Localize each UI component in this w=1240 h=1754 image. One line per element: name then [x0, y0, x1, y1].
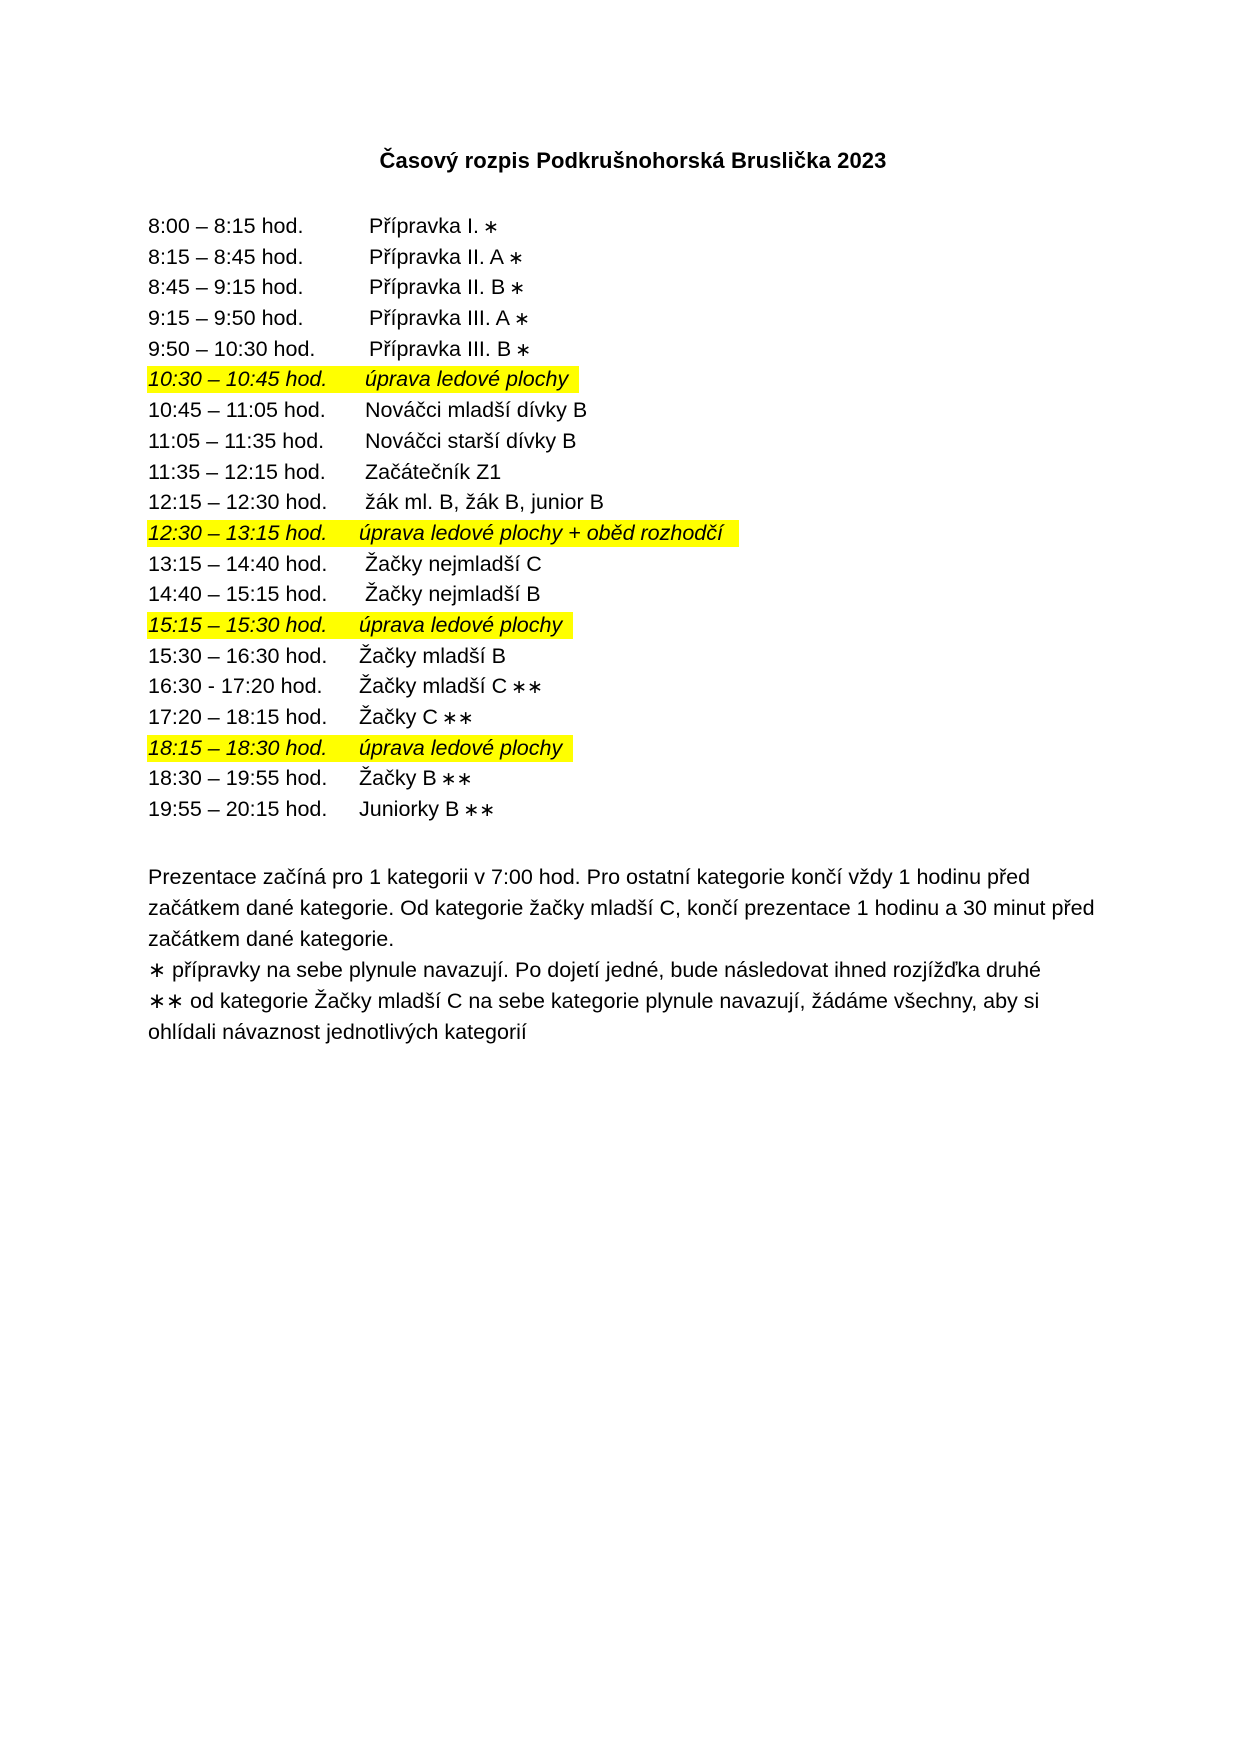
schedule-time: 18:15 – 18:30 hod.	[148, 735, 328, 760]
schedule-row	[148, 487, 1048, 518]
footnote-single-asterisk: ∗ přípravky na sebe plynule navazují. Po dojetí jedné, bude následovat ihned rozjížďka druhé	[148, 958, 1041, 982]
schedule-row	[148, 303, 1048, 334]
schedule-category	[359, 794, 495, 827]
schedule-row	[148, 272, 1048, 303]
schedule-category-label: Nováčci mladší dívky B	[365, 398, 588, 423]
schedule-category	[359, 733, 562, 764]
asterisk-mark: ∗	[515, 339, 532, 361]
schedule-row	[148, 426, 1048, 457]
schedule-time: 11:35 – 12:15 hod.	[148, 459, 326, 484]
schedule-category-label: Žačky nejmladší C	[365, 551, 542, 576]
schedule-time: 16:30 - 17:20 hod.	[148, 674, 323, 699]
schedule-category-label: Žačky C	[359, 705, 438, 729]
schedule-time: 10:30 – 10:45 hod.	[148, 367, 328, 392]
schedule-category-label: Přípravka III. B	[369, 336, 512, 361]
schedule-row	[148, 579, 1048, 610]
schedule-category	[369, 211, 499, 244]
schedule-category	[365, 579, 541, 610]
schedule-row-break	[148, 518, 1048, 549]
schedule-time: 12:30 – 13:15 hod.	[148, 520, 328, 545]
schedule-row	[148, 395, 1048, 426]
notes-section	[148, 862, 1108, 1048]
schedule-time: 12:15 – 12:30 hod.	[148, 490, 328, 515]
schedule-category	[365, 364, 568, 395]
schedule-row	[148, 702, 1048, 733]
schedule-row	[148, 794, 1048, 825]
schedule-time: 19:55 – 20:15 hod.	[148, 797, 328, 822]
schedule-category-label: Juniorky B	[359, 797, 460, 822]
schedule-category-label: Začátečník Z1	[365, 459, 502, 484]
schedule-category-label: žák ml. B, žák B, junior B	[365, 490, 604, 515]
asterisk-mark: ∗∗	[511, 677, 543, 699]
schedule-time: 11:05 – 11:35 hod.	[148, 428, 325, 453]
asterisk-mark: ∗∗	[441, 708, 474, 729]
page-title: Časový rozpis Podkrušnohorská Bruslička 2023	[379, 148, 887, 173]
schedule-category	[369, 242, 524, 275]
schedule-category	[359, 671, 543, 704]
schedule-category	[365, 395, 587, 426]
asterisk-mark: ∗∗	[440, 769, 473, 791]
schedule-category-label: Žačky mladší C	[359, 674, 508, 699]
schedule-time: 9:15 – 9:50 hod.	[148, 306, 304, 331]
schedule-category	[359, 518, 723, 549]
schedule-row	[148, 334, 1048, 365]
schedule-time: 8:15 – 8:45 hod.	[148, 244, 304, 269]
schedule-category	[369, 303, 530, 336]
schedule-time: 13:15 – 14:40 hod.	[148, 551, 328, 576]
schedule-category	[365, 549, 542, 580]
schedule-category-label: úprava ledové plochy	[359, 612, 563, 637]
schedule-category	[365, 457, 501, 488]
schedule-time: 10:45 – 11:05 hod.	[148, 398, 326, 423]
schedule-time: 15:30 – 16:30 hod.	[148, 643, 328, 668]
schedule-row	[148, 211, 1048, 242]
schedule-row	[148, 242, 1048, 273]
presentation-note: Prezentace začíná pro 1 kategorii v 7:00 hod. Pro ostatní kategorie končí vždy 1 hodinu před začátkem dané kategorie. Od kategorie žačky mladší C, končí prezentace 1 hodinu a 30 minut před začátkem dané kategorie.	[148, 865, 1095, 951]
schedule-row-break	[148, 610, 1048, 641]
schedule-row	[148, 671, 1048, 702]
schedule-category-label: Přípravka II. B	[369, 275, 506, 300]
schedule-category	[359, 610, 562, 641]
schedule-row-break	[148, 364, 1048, 395]
schedule-time: 14:40 – 15:15 hod.	[148, 582, 328, 607]
schedule-row	[148, 457, 1048, 488]
schedule-time: 17:20 – 18:15 hod.	[148, 705, 328, 729]
asterisk-mark: ∗	[514, 309, 530, 331]
schedule-category-label: úprava ledové plochy	[359, 735, 563, 760]
schedule-list	[148, 211, 1048, 825]
asterisk-mark: ∗	[508, 247, 524, 269]
schedule-time: 8:00 – 8:15 hod.	[148, 214, 304, 238]
schedule-category	[369, 334, 531, 367]
schedule-category-label: Nováčci starší dívky B	[365, 428, 577, 453]
asterisk-mark: ∗	[509, 278, 526, 300]
schedule-category-label: úprava ledové plochy + oběd rozhodčí	[359, 520, 723, 545]
footnote-double-asterisk: ∗∗ od kategorie Žačky mladší C na sebe kategorie plynule navazují, žádáme všechny, aby si ohlídali návaznost jednotlivých kategorií	[148, 989, 1040, 1044]
schedule-category-label: Žačky nejmladší B	[365, 582, 541, 607]
schedule-time: 18:30 – 19:55 hod.	[148, 766, 328, 791]
asterisk-mark: ∗∗	[463, 800, 496, 822]
schedule-category-label: Žačky mladší B	[359, 643, 506, 668]
schedule-category	[365, 487, 604, 518]
schedule-category	[369, 272, 525, 305]
schedule-category	[365, 426, 576, 457]
schedule-row-break	[148, 733, 1048, 764]
schedule-time: 8:45 – 9:15 hod.	[148, 275, 304, 300]
schedule-category-label: úprava ledové plochy	[365, 367, 569, 392]
schedule-category-label: Žačky B	[359, 766, 437, 791]
schedule-category-label: Přípravka III. A	[369, 306, 510, 331]
schedule-row	[148, 641, 1048, 672]
schedule-category	[359, 702, 474, 735]
schedule-time: 15:15 – 15:30 hod.	[148, 612, 328, 637]
schedule-category-label: Přípravka II. A	[369, 244, 505, 269]
schedule-row	[148, 763, 1048, 794]
schedule-category	[359, 763, 473, 796]
schedule-time: 9:50 – 10:30 hod.	[148, 336, 316, 361]
asterisk-mark: ∗	[482, 217, 499, 238]
schedule-category	[359, 641, 506, 672]
schedule-category-label: Přípravka I.	[369, 214, 479, 238]
schedule-row	[148, 549, 1048, 580]
